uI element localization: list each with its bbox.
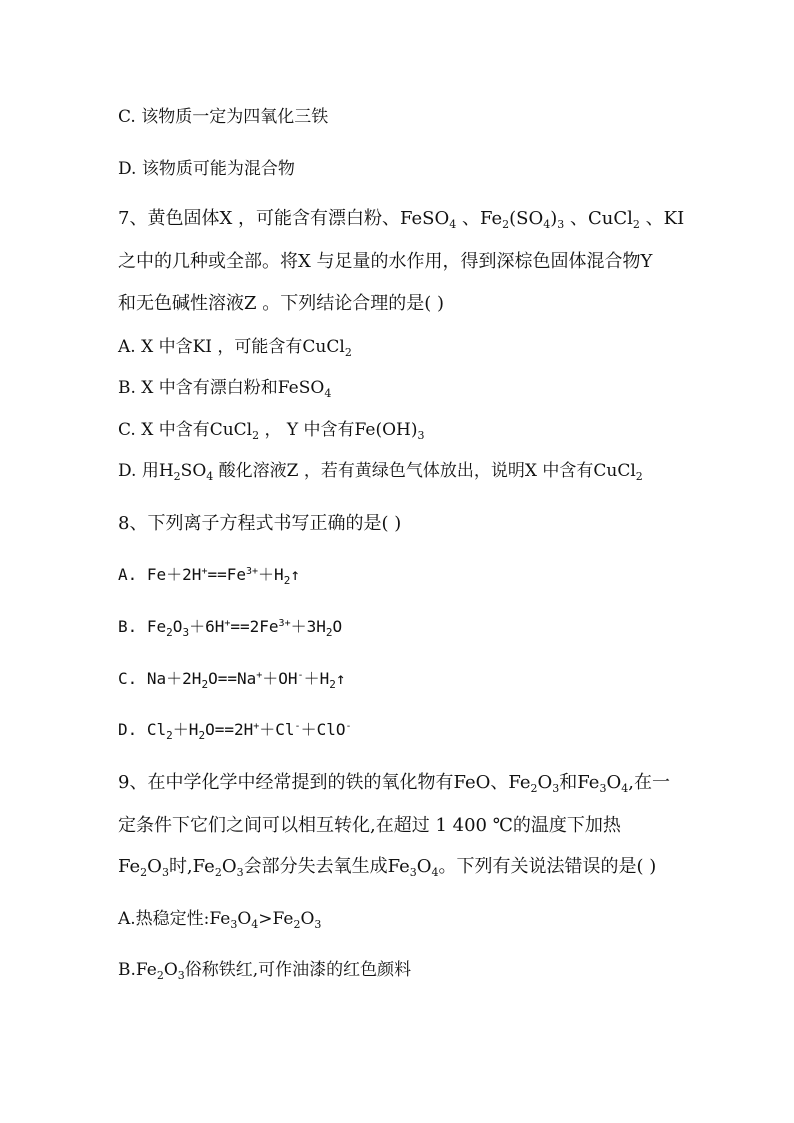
q7-option-a: A. X 中含KI ，可能含有CuCl$_2$: [118, 337, 352, 359]
q8-option-d: D. $Cl_2+H_2O==2H^++Cl^-+ClO^-$: [118, 720, 352, 742]
q9-option-b: $B.Fe_2O_3$俗称铁红,可作油漆的红色颜料: [118, 960, 412, 982]
q7-stem-line3: 和无色碱性溶液Z 。下列结论合理的是( ): [118, 293, 444, 314]
q6-option-c: C. 该物质一定为四氧化三铁: [118, 107, 329, 127]
q7-stem-line2: 之中的几种或全部。将X 与足量的水作用，得到深棕色固体混合物Y: [118, 251, 653, 272]
q7-option-c: C. X 中含有CuCl$_2$ ， Y 中含有$Fe(OH)_3$: [118, 420, 425, 442]
q9-stem-line2: 定条件下它们之间可以相互转化,在超过 1 400 ℃的温度下加热: [118, 815, 621, 836]
q9-stem-line1: 9、在中学化学中经常提到的铁的氧化物有FeO、$Fe_2O_3$和$Fe_3O_4$,在一: [118, 772, 670, 795]
q8-stem: 8、下列离子方程式书写正确的是( ): [118, 513, 402, 534]
q9-option-a: A.热稳定性$:Fe_3O_4>Fe_2O_3$: [118, 909, 322, 931]
q7-stem-line1: 7、黄色固体X ，可能含有漂白粉、FeSO$_4$ 、$Fe_2(SO_4)_3$ 、CuCl$_2$ 、KI: [118, 208, 685, 231]
q8-option-c: C. $Na+2H_2O==Na^++OH^-+H_2↑$: [118, 669, 346, 691]
q7-option-d: D. 用$H_2SO_4$ 酸化溶液Z ，若有黄绿色气体放出，说明X 中含有CuCl$_2$: [118, 461, 643, 483]
q7-option-b: B. X 中含有漂白粉和FeSO$_4$: [118, 378, 332, 400]
q9-stem-line3: $Fe_2O_3$时$,Fe_2O_3$会部分失去氧生成$Fe_3O_4$。下列有关说法错误的是( ): [118, 856, 657, 879]
q8-option-b: B. $Fe_2O_3+6H^+==2Fe^{3+}+3H_2O$: [118, 617, 343, 639]
q6-option-d: D. 该物质可能为混合物: [118, 159, 295, 179]
q8-option-a: A. $Fe+2H^+==Fe^{3+}+H_2↑$: [118, 565, 300, 587]
